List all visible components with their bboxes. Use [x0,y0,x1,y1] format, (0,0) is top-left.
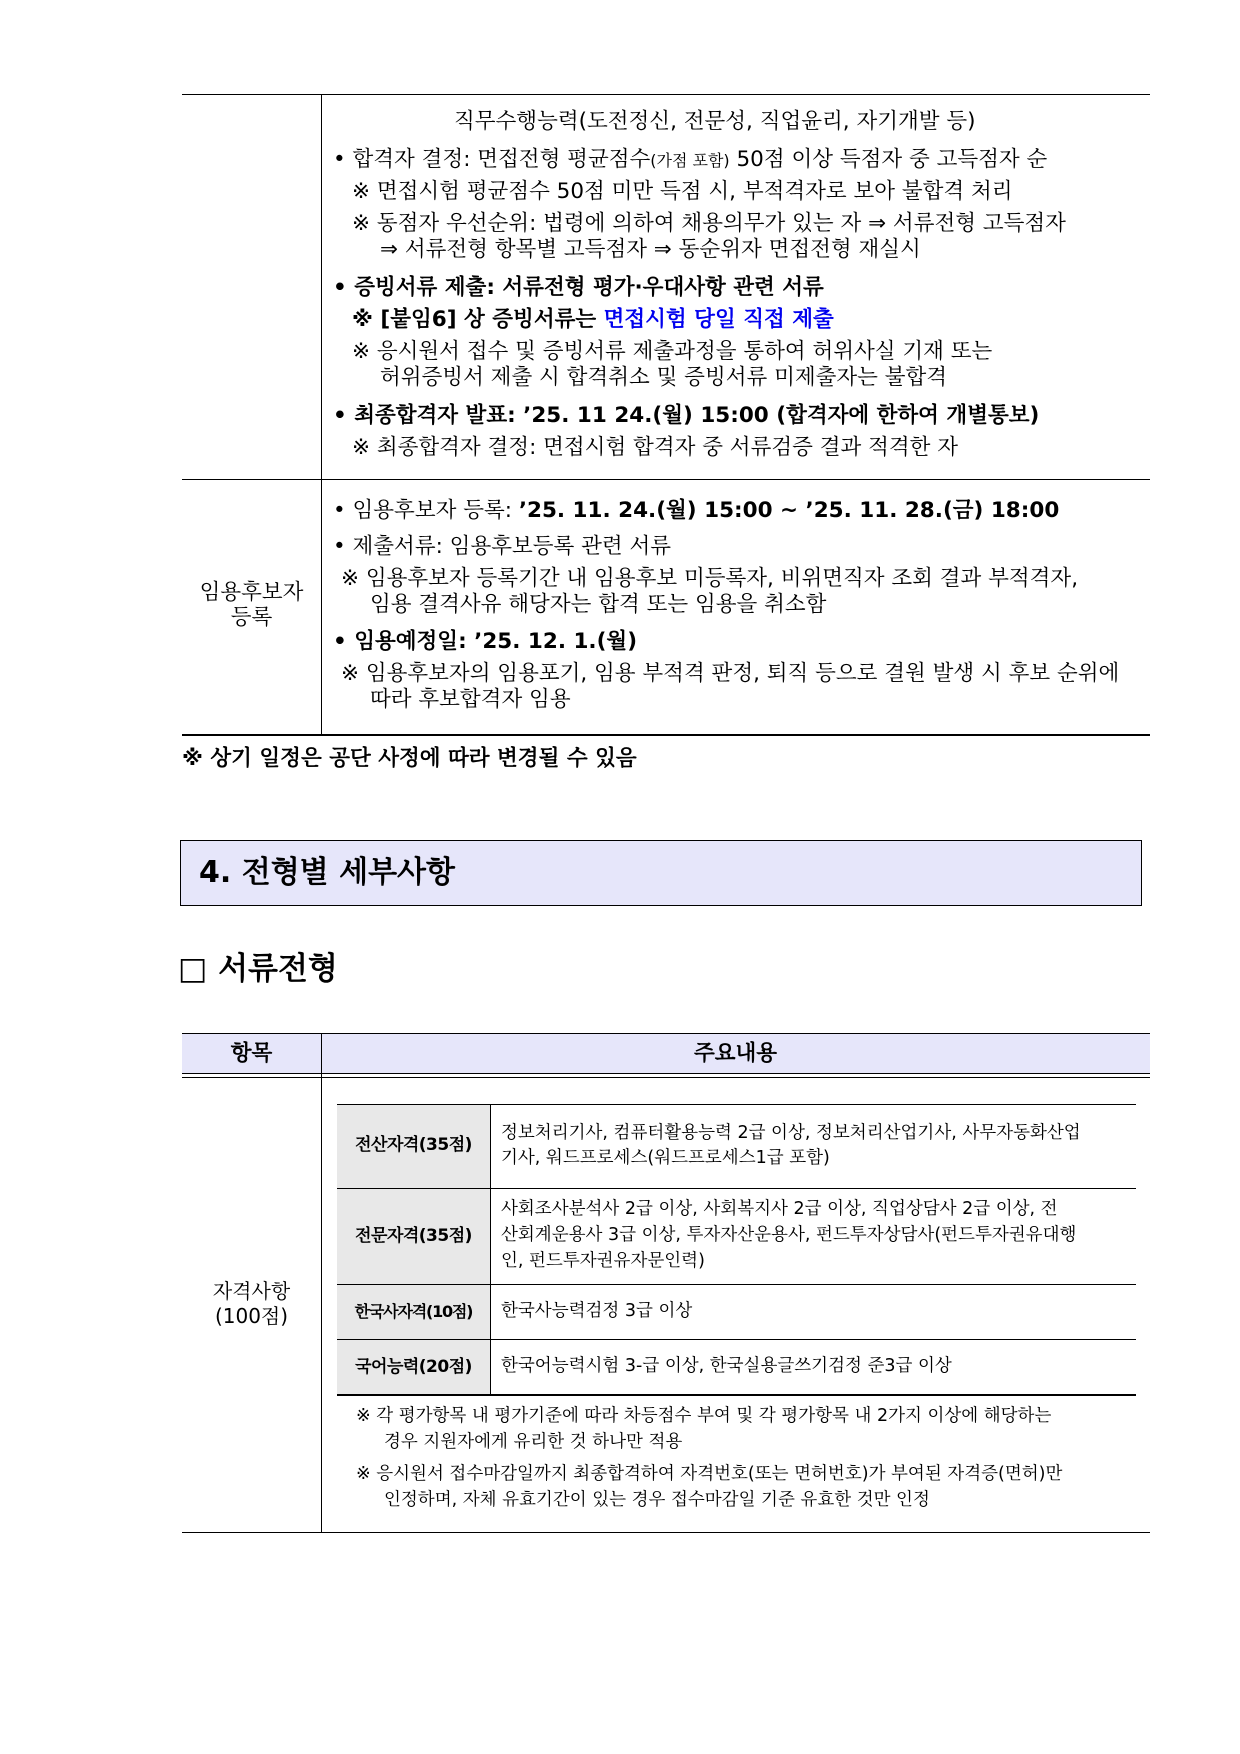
inner-row-border-3 [337,1339,1136,1340]
unregistered-note: ※ 임용후보자 등록기간 내 임용후보 미등록자, 비위면직자 조회 결과 부적격자, [341,566,1079,591]
submission-docs-bullet: • 제출서류: 임용후보등록 관련 서류 [333,534,672,559]
section-title: 4. 전형별 세부사항 [199,855,456,890]
recognition-note [356,1461,1062,1513]
section-header-box [180,840,1142,906]
qualification-label [182,1279,321,1329]
tie-priority-note: ※ 동점자 우선순위: 법령에 의하여 채용의무가 있는 자 ⇒ 서류전형 고득점자 [352,211,1066,236]
recognition-note-line2: 인정하며, 자체 유효기간이 있는 경우 접수마감일 기준 유효한 것만 인정 [384,1490,930,1510]
evaluation-note-line1: ※ 각 평가항목 내 평가기준에 따라 차등점수 부여 및 각 평가항목 내 2가지 이상에 해당하는 [356,1406,1052,1426]
evidence-date-note [352,306,834,333]
qualification-label-line2: (100점) [214,1304,289,1328]
table-top-border [182,1033,1150,1034]
korean-language-content [501,1354,952,1379]
final-decision-note: ※ 최종합격자 결정: 면접시험 합격자 중 서류검증 결과 적격한 자 [352,435,958,460]
inner-table-top [337,1104,1136,1105]
document-screening-heading: □ 서류전형 [178,951,338,987]
computer-qualification-content [501,1121,1081,1171]
upper-table-row-divider [182,479,1150,480]
unregistered-note-cont: 임용 결격사유 해당자는 합격 또는 임용을 취소함 [370,592,827,617]
pass-decision-text: • 합격자 결정: 면접전형 평균점수 [333,147,651,172]
candidate-registration-label-line2: 등록 [230,605,273,630]
inner-table-divider [490,1104,491,1395]
table-column-divider [321,1033,322,1533]
inner-row-border-2 [337,1284,1136,1285]
pass-decision-bullet [333,146,1047,174]
professional-qualification-label: 전문자격(35점) [355,1226,472,1246]
table-header-border-1 [182,1073,1150,1074]
evaluation-note [356,1403,1051,1455]
registration-period-bullet [333,497,1059,524]
table-header-border-2 [182,1077,1150,1078]
final-announcement-bullet: • 최종합격자 발표: ’25. 11 24.(월) 15:00 (합격자에 한하여 개별통보) [333,403,1040,428]
interview-fail-note: ※ 면접시험 평균점수 50점 미만 득점 시, 부적격자로 보아 불합격 처리 [352,179,1013,204]
professional-qualification-line2: 산회계운용사 3급 이상, 투자자산운용사, 펀드투자상담사(펀드투자권유대행 [501,1225,1077,1245]
computer-qualification-line1: 정보처리기사, 컴퓨터활용능력 2급 이상, 정보처리산업기사, 사무자동화산업 [501,1123,1081,1143]
pass-decision-tail: 50점 이상 득점자 중 고득점자 순 [729,147,1048,172]
schedule-change-note: ※ 상기 일정은 공단 사정에 따라 변경될 수 있음 [182,746,637,771]
korean-history-line1: 한국사능력검정 3급 이상 [501,1301,693,1321]
vacancy-note: ※ 임용후보자의 임용포기, 임용 부적격 판정, 퇴직 등으로 결원 발생 시 후보 순위에 [341,661,1120,686]
qualification-label-line1: 자격사항 [212,1279,291,1303]
false-info-note-cont: 허위증빙서 제출 시 합격취소 및 증빙서류 미제출자는 불합격 [380,365,948,390]
upper-table-column-divider [321,94,322,734]
competency-line: 직무수행능력(도전정신, 전문성, 직업윤리, 자기개발 등) [454,109,976,134]
registration-period-dates: ’25. 11. 24.(월) 15:00 ~ ’25. 11. 28.(금) 18:00 [518,498,1060,523]
evaluation-note-line2: 경우 지원자에게 유리한 것 하나만 적용 [384,1432,683,1452]
header-content: 주요내용 [693,1041,778,1066]
false-info-note: ※ 응시원서 접수 및 증빙서류 제출과정을 통하여 허위사실 기재 또는 [352,339,993,364]
professional-qualification-content [501,1196,1076,1274]
inner-table-bottom [337,1394,1136,1396]
korean-language-label: 국어능력(20점) [355,1357,472,1377]
evidence-date-note-text: ※ [붙임6] 상 증빙서류는 [352,307,604,332]
tie-priority-note-cont: ⇒ 서류전형 항목별 고득점자 ⇒ 동순위자 면접전형 재실시 [380,237,921,262]
candidate-registration-label-line1: 임용후보자 [199,580,304,605]
appointment-date-bullet: • 임용예정일: ’25. 12. 1.(월) [333,629,638,654]
evidence-submission-bullet: • 증빙서류 제출: 서류전형 평가·우대사항 관련 서류 [333,275,824,300]
upper-table-top-border [182,94,1150,95]
registration-period-label: • 임용후보자 등록: [333,498,519,523]
computer-qualification-label: 전산자격(35점) [355,1135,472,1155]
table-bottom-border [182,1532,1150,1533]
korean-language-line1: 한국어능력시험 3-급 이상, 한국실용글쓰기검정 준3급 이상 [501,1356,952,1376]
professional-qualification-line3: 인, 펀드투자권유자문인력) [501,1251,705,1271]
computer-qualification-line2: 기사, 워드프로세스(워드프로세스1급 포함) [501,1148,830,1168]
korean-history-label: 한국사자격(10점) [354,1302,473,1321]
candidate-registration-label [182,580,321,630]
evidence-date-highlight: 면접시험 당일 직접 제출 [603,307,834,332]
header-item: 항목 [230,1041,273,1066]
korean-history-content [501,1299,692,1324]
recognition-note-line1: ※ 응시원서 접수마감일까지 최종합격하여 자격번호(또는 면허번호)가 부여된 자격증(면허)만 [356,1464,1063,1484]
inner-row-border-1 [337,1188,1136,1189]
bonus-included-note: (가점 포함) [650,151,730,170]
vacancy-note-cont: 따라 후보합격자 임용 [370,687,571,712]
upper-table-bottom-border [182,734,1150,736]
professional-qualification-line1: 사회조사분석사 2급 이상, 사회복지사 2급 이상, 직업상담사 2급 이상, 전 [501,1199,1058,1219]
